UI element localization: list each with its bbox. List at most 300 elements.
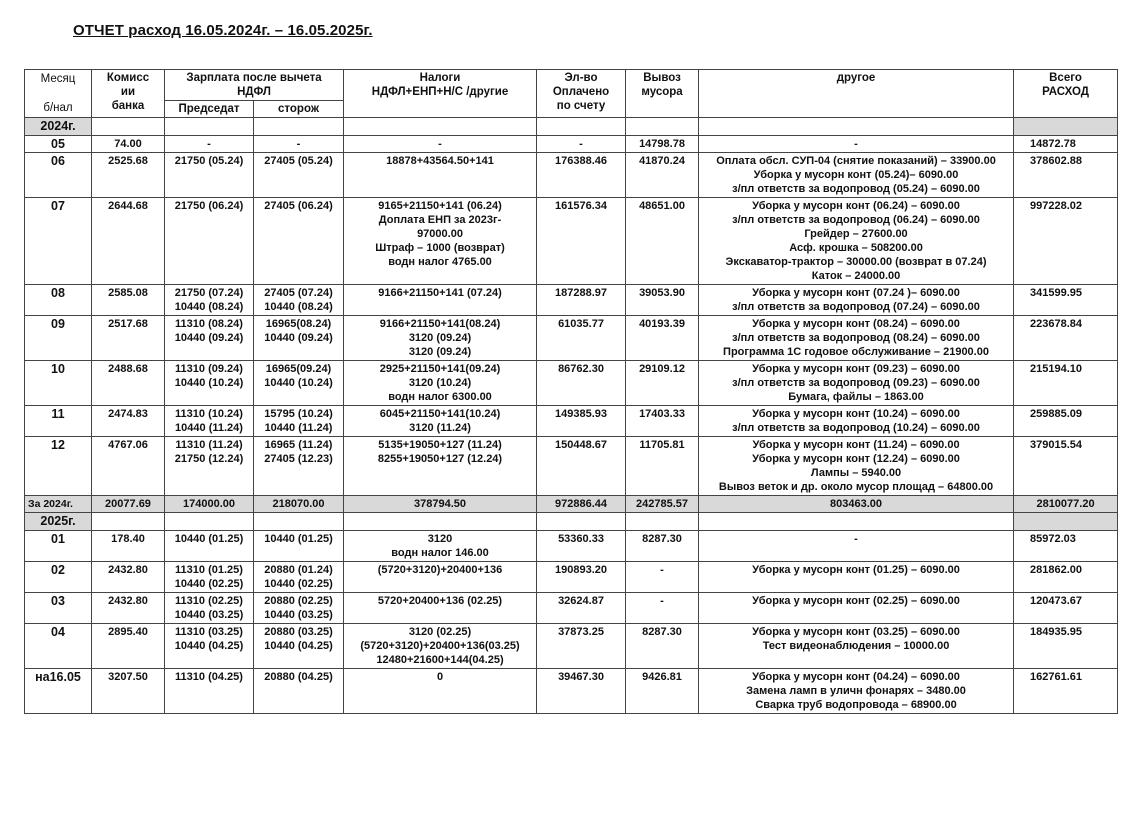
taxes-cell-line: 3120 (02.25) [408,626,472,638]
month-cell [25,406,92,437]
month-cell [25,198,92,285]
year-cell [344,118,537,136]
commission-cell [92,562,165,593]
trash-cell-line: - [660,595,664,607]
taxes-cell [344,153,537,198]
other-cell-line: Уборка у мусорн конт (01.25) – 6090.00 [752,564,960,576]
commission-cell-line: 74.00 [114,138,142,150]
taxes-cell [344,562,537,593]
taxes-cell-line: 2925+21150+141(09.24) [379,363,501,375]
taxes-cell-line: 3120 [427,533,453,545]
chairman-cell [165,593,254,624]
other-cell-line: - [854,533,858,545]
taxes-cell-line: - [438,138,442,150]
month-cell-line: 06 [51,154,65,168]
taxes-cell-line: 9165+21150+141 (06.24) [378,200,502,212]
other-cell-line: Уборка у мусорн конт (03.25) – 6090.00 [752,626,960,638]
chairman-header: Председат [165,101,254,118]
guard-cell-line: 15795 (10.24) [264,408,333,420]
total-label-cell-line: За 2024г. [28,498,73,510]
other-cell [699,316,1014,361]
commission-cell-line: 2585.08 [108,287,148,299]
guard-cell [254,198,344,285]
guard-cell-line: 20880 (02.25) [264,595,333,607]
power-cell [537,361,626,406]
year-cell [92,513,165,531]
table-row [25,593,1118,624]
guard-cell-line: 10440 (03.25) [264,609,333,621]
guard-cell-line: 10440 (11.24) [264,422,333,434]
chairman-cell-line: 11310 (09.24) [175,363,243,375]
trash-cell-line: 8287.30 [642,533,682,545]
table-row [25,624,1118,669]
total-cell-line: 184935.95 [1030,626,1083,638]
taxes-cell [344,531,537,562]
other-cell-line: Уборка у мусорн конт (02.25) – 6090.00 [752,595,960,607]
other-cell-line: - [854,138,858,150]
commission-cell [92,669,165,714]
chairman-cell-line: 11310 (03.25) [175,626,243,638]
total-power-cell-line: 972886.44 [555,498,608,510]
commission-cell [92,593,165,624]
month-cell-line: 03 [51,594,65,608]
total-cell [1014,593,1118,624]
other-cell-line: Бумага, файлы – 1863.00 [788,391,924,403]
total-cell [1014,285,1118,316]
other-cell-line: Уборка у мусорн конт (12.24) – 6090.00 [752,453,960,465]
guard-cell-line: 16965(09.24) [265,363,332,375]
power-cell [537,593,626,624]
total-power-cell [537,496,626,513]
trash-cell [626,285,699,316]
year-cell [537,513,626,531]
year-label: 2025г. [25,513,92,531]
taxes-cell-line: 3120 (09.24) [408,332,472,344]
trash-cell-line: 40193.39 [639,318,685,330]
total-cell-line: 223678.84 [1030,318,1083,330]
commission-cell [92,136,165,153]
other-cell [699,198,1014,285]
commission-cell [92,437,165,496]
power-cell-line: 39467.30 [558,671,604,683]
guard-cell [254,437,344,496]
guard-cell [254,669,344,714]
trash-cell-line: 48651.00 [639,200,685,212]
taxes-cell-line: 12480+21600+144(04.25) [376,654,504,666]
month-cell [25,136,92,153]
chairman-cell-line: 10440 (02.25) [174,578,244,590]
trash-cell [626,198,699,285]
chairman-cell [165,531,254,562]
other-cell [699,624,1014,669]
total-total-cell-line: 2810077.20 [1036,498,1095,510]
total-cell-line: 997228.02 [1030,200,1083,212]
trash-cell-line: 11705.81 [639,439,685,451]
salary-header: Зарплата после вычета НДФЛ [165,70,344,101]
total-cell [1014,406,1118,437]
guard-cell-line: 16965 (11.24) [264,439,333,451]
power-cell-line: 86762.30 [558,363,604,375]
other-cell-line: Уборка у мусорн конт (11.24) – 6090.00 [752,439,960,451]
year-row [25,118,1118,136]
guard-cell-line: 16965(08.24) [265,318,332,330]
other-cell-line: Оплата обсл. СУП-04 (снятие показаний) – 33900.00 [716,155,996,167]
month-cell [25,562,92,593]
commission-cell [92,406,165,437]
chairman-cell-line: 11310 (10.24) [175,408,243,420]
total-cell-line: 259885.09 [1030,408,1083,420]
commission-cell-line: 2644.68 [108,200,148,212]
month-cell [25,316,92,361]
chairman-cell-line: 10440 (10.24) [174,377,244,389]
table-row [25,437,1118,496]
commission-cell-line: 3207.50 [108,671,148,683]
commission-cell-line: 2895.40 [108,626,148,638]
taxes-cell-line: 8255+19050+127 (12.24) [377,453,503,465]
total-commission-cell-line: 20077.69 [105,498,151,510]
total-cell-line: 378602.88 [1030,155,1083,167]
taxes-cell-line: 9166+21150+141 (07.24) [378,287,502,299]
guard-cell [254,406,344,437]
power-cell-line: - [579,138,583,150]
guard-cell [254,531,344,562]
chairman-cell [165,361,254,406]
taxes-cell [344,285,537,316]
power-cell [537,406,626,437]
chairman-cell [165,316,254,361]
table-row [25,153,1118,198]
trash-cell [626,437,699,496]
total-guard-cell-line: 218070.00 [272,498,325,510]
taxes-cell-line: Штраф – 1000 (возврат) [375,242,505,254]
other-cell [699,285,1014,316]
guard-cell [254,136,344,153]
trash-cell [626,669,699,714]
power-cell [537,285,626,316]
total-cell [1014,531,1118,562]
other-cell-line: Лампы – 5940.00 [810,467,902,479]
guard-cell [254,562,344,593]
other-cell-line: Экскаватор-трактор – 30000.00 (возврат в 07.24) [725,256,987,268]
year-cell [1014,513,1118,531]
commission-cell-line: 2525.68 [108,155,148,167]
guard-cell [254,153,344,198]
year-cell [626,513,699,531]
total-cell [1014,361,1118,406]
commission-cell [92,285,165,316]
trash-header: Вывоз мусора [626,70,699,118]
total-label-cell [25,496,92,513]
trash-cell [626,361,699,406]
table-row [25,136,1118,153]
year-cell [699,513,1014,531]
trash-cell [626,624,699,669]
other-cell-line: Тест видеонаблюдения – 10000.00 [762,640,950,652]
month-cell [25,669,92,714]
guard-cell-line: 20880 (01.24) [264,564,333,576]
other-cell [699,669,1014,714]
other-cell-line: з/пл ответств за водопровод (07.24) – 6090.00 [732,301,980,313]
other-cell-line: з/пл ответств за водопровод (06.24) – 6090.00 [732,214,980,226]
trash-cell-line: 8287.30 [642,626,682,638]
guard-cell-line: 27405 (06.24) [264,200,333,212]
guard-cell-line: 27405 (05.24) [264,155,333,167]
chairman-cell-line: 11310 (01.25) [175,564,243,576]
other-cell [699,437,1014,496]
chairman-cell-line: 21750 (05.24) [174,155,244,167]
guard-cell-line: 10440 (01.25) [264,533,333,545]
other-cell-line: Уборка у мусорн конт (07.24 )– 6090.00 [752,287,960,299]
taxes-cell [344,437,537,496]
month-cell-line: 05 [51,137,65,151]
guard-cell [254,316,344,361]
other-cell-line: з/пл ответств за водопровод (08.24) – 6090.00 [732,332,980,344]
other-cell [699,593,1014,624]
total-cell-line: 14872.78 [1030,138,1076,150]
other-cell-line: Грейдер – 27600.00 [804,228,908,240]
chairman-cell [165,624,254,669]
commission-cell-line: 2474.83 [108,408,148,420]
power-cell-line: 187288.97 [555,287,608,299]
total-cell-line: 341599.95 [1030,287,1083,299]
power-cell-line: 150448.67 [555,439,608,451]
total-trash-cell-line: 242785.57 [636,498,689,510]
guard-cell-line: 10440 (08.24) [264,301,333,313]
table-row [25,531,1118,562]
guard-cell-line: 10440 (02.25) [264,578,333,590]
taxes-cell-line: (5720+3120)+20400+136(03.25) [360,640,520,652]
trash-cell [626,406,699,437]
month-cell-line: на16.05 [35,670,81,684]
commission-cell [92,624,165,669]
other-cell-line: Уборка у мусорн конт (08.24) – 6090.00 [752,318,960,330]
total-taxes-cell [344,496,537,513]
taxes-cell [344,624,537,669]
trash-cell [626,593,699,624]
other-cell-line: з/пл ответств за водопровод (05.24) – 6090.00 [732,183,980,195]
total-cell-line: 85972.03 [1030,533,1076,545]
month-cell-line: 04 [51,625,65,639]
month-cell [25,153,92,198]
taxes-cell [344,198,537,285]
trash-cell-line: 29109.12 [639,363,685,375]
other-cell [699,136,1014,153]
chairman-cell-line: 21750 (06.24) [174,200,244,212]
taxes-cell-line: 3120 (11.24) [409,422,471,434]
power-header: Эл-во Оплачено по счету [537,70,626,118]
expense-report-table [24,69,1118,714]
other-header: другое [699,70,1014,118]
other-cell-line: Асф. крошка – 508200.00 [789,242,923,254]
other-cell-line: Уборка у мусорн конт (06.24) – 6090.00 [752,200,960,212]
chairman-cell [165,437,254,496]
power-cell [537,624,626,669]
total-cell-line: 120473.67 [1030,595,1083,607]
trash-cell-line: 17403.33 [639,408,685,420]
guard-cell [254,361,344,406]
trash-cell-line: 14798.78 [639,138,685,150]
taxes-cell-line: 6045+21150+141(10.24) [379,408,501,420]
year-row [25,513,1118,531]
chairman-cell-line: 10440 (09.24) [174,332,244,344]
other-cell-line: Программа 1С годовое обслуживание – 21900.00 [723,346,989,358]
commission-cell [92,316,165,361]
total-cell [1014,153,1118,198]
total-total-cell [1014,496,1118,513]
total-guard-cell [254,496,344,513]
trash-cell-line: 39053.90 [639,287,685,299]
chairman-cell-line: 11310 (11.24) [175,439,243,451]
power-cell [537,153,626,198]
total-cell [1014,562,1118,593]
table-row [25,406,1118,437]
commission-cell-line: 2517.68 [108,318,148,330]
header-row-1 [25,70,1118,101]
year-cell [626,118,699,136]
power-cell [537,669,626,714]
year-cell [344,513,537,531]
other-cell-line: Уборка у мусорн конт (05.24)– 6090.00 [753,169,959,181]
month-cell [25,531,92,562]
total-other-cell-line: 803463.00 [830,498,883,510]
trash-cell [626,562,699,593]
total-2024-row [25,496,1118,513]
month-cell-line: 02 [51,563,65,577]
chairman-cell [165,153,254,198]
commission-cell [92,153,165,198]
power-cell-line: 190893.20 [555,564,608,576]
year-label: 2024г. [25,118,92,136]
year-cell [254,118,344,136]
other-cell-line: Сварка труб водопровода – 68900.00 [755,699,957,711]
total-cell-line: 162761.61 [1030,671,1083,683]
power-cell [537,437,626,496]
total-taxes-cell-line: 378794.50 [414,498,467,510]
trash-cell-line: 9426.81 [642,671,682,683]
other-cell-line: Каток – 24000.00 [811,270,901,282]
trash-cell-line: - [660,564,664,576]
chairman-cell-line: 10440 (11.24) [175,422,243,434]
taxes-cell-line: 97000.00 [417,228,463,240]
taxes-cell-line: Доплата ЕНП за 2023г- [378,214,502,226]
chairman-cell-line: 21750 (12.24) [174,453,244,465]
other-cell-line: Уборка у мусорн конт (10.24) – 6090.00 [752,408,960,420]
power-cell-line: 161576.34 [555,200,608,212]
chairman-cell-line: 10440 (03.25) [174,609,244,621]
month-header: Месяц б/нал [25,70,92,118]
chairman-cell-line: 11310 (02.25) [175,595,243,607]
guard-cell-line: 10440 (09.24) [264,332,333,344]
taxes-cell [344,406,537,437]
taxes-cell-line: водн налог 146.00 [391,547,489,559]
total-cell [1014,198,1118,285]
chairman-cell-line: 11310 (08.24) [175,318,243,330]
taxes-cell-line: 0 [436,671,444,683]
total-header: Всего РАСХОД [1014,70,1118,118]
taxes-cell [344,669,537,714]
other-cell [699,153,1014,198]
taxes-cell-line: водн налог 4765.00 [388,256,492,268]
total-cell-line: 215194.10 [1030,363,1083,375]
guard-cell-line: 20880 (04.25) [264,671,333,683]
chairman-cell-line: 10440 (04.25) [174,640,244,652]
chairman-cell-line: 21750 (07.24) [174,287,244,299]
month-cell [25,624,92,669]
trash-cell [626,531,699,562]
month-cell-line: 09 [51,317,65,331]
power-cell [537,562,626,593]
taxes-cell-line: 9166+21150+141(08.24) [379,318,501,330]
guard-cell [254,593,344,624]
power-cell-line: 176388.46 [555,155,608,167]
guard-cell [254,285,344,316]
total-trash-cell [626,496,699,513]
other-cell [699,406,1014,437]
total-cell [1014,669,1118,714]
total-commission-cell [92,496,165,513]
total-cell-line: 379015.54 [1030,439,1083,451]
chairman-cell [165,285,254,316]
chairman-cell [165,562,254,593]
month-cell-line: 01 [51,532,65,546]
commission-header: Комисс ии банка [92,70,165,118]
guard-header: сторож [254,101,344,118]
guard-cell-line: 20880 (03.25) [264,626,333,638]
taxes-cell-line: 5720+20400+136 (02.25) [377,595,503,607]
other-cell [699,531,1014,562]
month-cell-line: 07 [51,199,65,213]
power-cell-line: 149385.93 [555,408,608,420]
total-cell [1014,316,1118,361]
taxes-cell [344,316,537,361]
guard-cell [254,624,344,669]
commission-cell-line: 2488.68 [108,363,148,375]
taxes-cell [344,361,537,406]
total-chairman-cell [165,496,254,513]
taxes-cell-line: 3120 (09.24) [408,346,472,358]
total-cell [1014,136,1118,153]
chairman-cell [165,669,254,714]
commission-cell [92,361,165,406]
table-row [25,562,1118,593]
year-cell [165,118,254,136]
taxes-cell [344,136,537,153]
taxes-header: Налоги НДФЛ+ЕНП+Н/С /другие [344,70,537,118]
taxes-cell-line: 5135+19050+127 (11.24) [378,439,502,451]
commission-cell-line: 4767.06 [108,439,148,451]
power-cell [537,198,626,285]
power-cell-line: 32624.87 [558,595,604,607]
taxes-cell [344,593,537,624]
other-cell [699,562,1014,593]
chairman-cell-line: - [207,138,211,150]
power-cell-line: 37873.25 [558,626,604,638]
commission-cell [92,198,165,285]
other-cell [699,361,1014,406]
year-cell [537,118,626,136]
chairman-cell-line: 10440 (01.25) [174,533,244,545]
commission-cell-line: 2432.80 [108,564,148,576]
guard-cell-line: - [296,138,301,150]
total-cell [1014,624,1118,669]
total-other-cell [699,496,1014,513]
trash-cell [626,316,699,361]
total-cell-line: 281862.00 [1030,564,1083,576]
other-cell-line: з/пл ответств за водопровод (09.23) – 6090.00 [732,377,980,389]
other-cell-line: Уборка у мусорн конт (09.23) – 6090.00 [752,363,960,375]
total-chairman-cell-line: 174000.00 [183,498,235,510]
month-cell-line: 11 [51,407,65,421]
